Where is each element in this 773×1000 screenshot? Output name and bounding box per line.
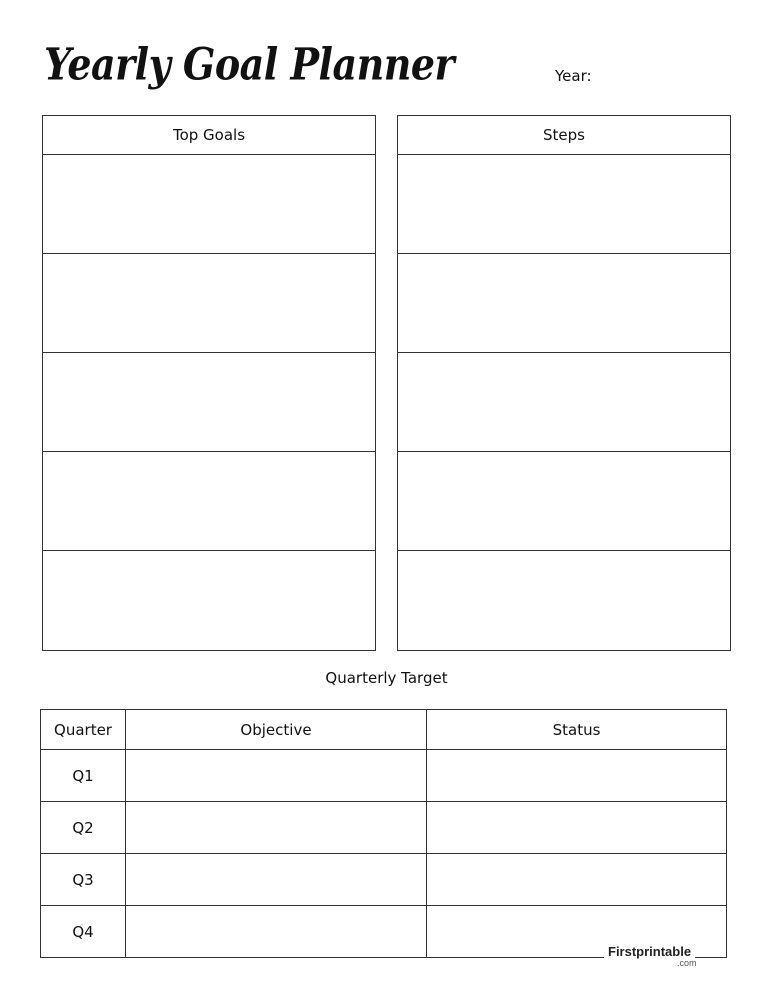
step-cell-3[interactable] [398,353,730,452]
table-row [41,750,727,802]
column-header-objective: Objective [126,710,427,750]
table-row [41,854,727,906]
top-goal-cell-3[interactable] [43,353,375,452]
status-cell[interactable] [427,854,727,906]
table-row [41,802,727,854]
status-cell[interactable] [427,802,727,854]
quarter-cell: Q3 [41,854,126,906]
status-cell[interactable] [427,750,727,802]
quarterly-table [40,709,727,958]
brand-suffix: .com [677,958,697,968]
objective-cell[interactable] [126,906,427,958]
top-goal-cell-4[interactable] [43,452,375,551]
steps-heading: Steps [398,116,730,155]
quarter-cell: Q1 [41,750,126,802]
steps-box [397,115,731,651]
top-goals-box [42,115,376,651]
step-cell-4[interactable] [398,452,730,551]
top-goal-cell-5[interactable] [43,551,375,650]
step-cell-5[interactable] [398,551,730,650]
brand-logo: Firstprintable [604,944,695,959]
step-cell-2[interactable] [398,254,730,353]
quarterly-target-title: Quarterly Target [325,669,448,687]
top-goal-cell-2[interactable] [43,254,375,353]
column-header-status: Status [427,710,727,750]
top-goal-cell-1[interactable] [43,155,375,254]
year-label: Year: [555,67,592,85]
objective-cell[interactable] [126,854,427,906]
column-header-quarter: Quarter [41,710,126,750]
step-cell-1[interactable] [398,155,730,254]
objective-cell[interactable] [126,802,427,854]
top-goals-heading: Top Goals [43,116,375,155]
quarter-cell: Q2 [41,802,126,854]
objective-cell[interactable] [126,750,427,802]
table-header-row [41,710,727,750]
page-title: Yearly Goal Planner [44,38,455,90]
quarter-cell: Q4 [41,906,126,958]
